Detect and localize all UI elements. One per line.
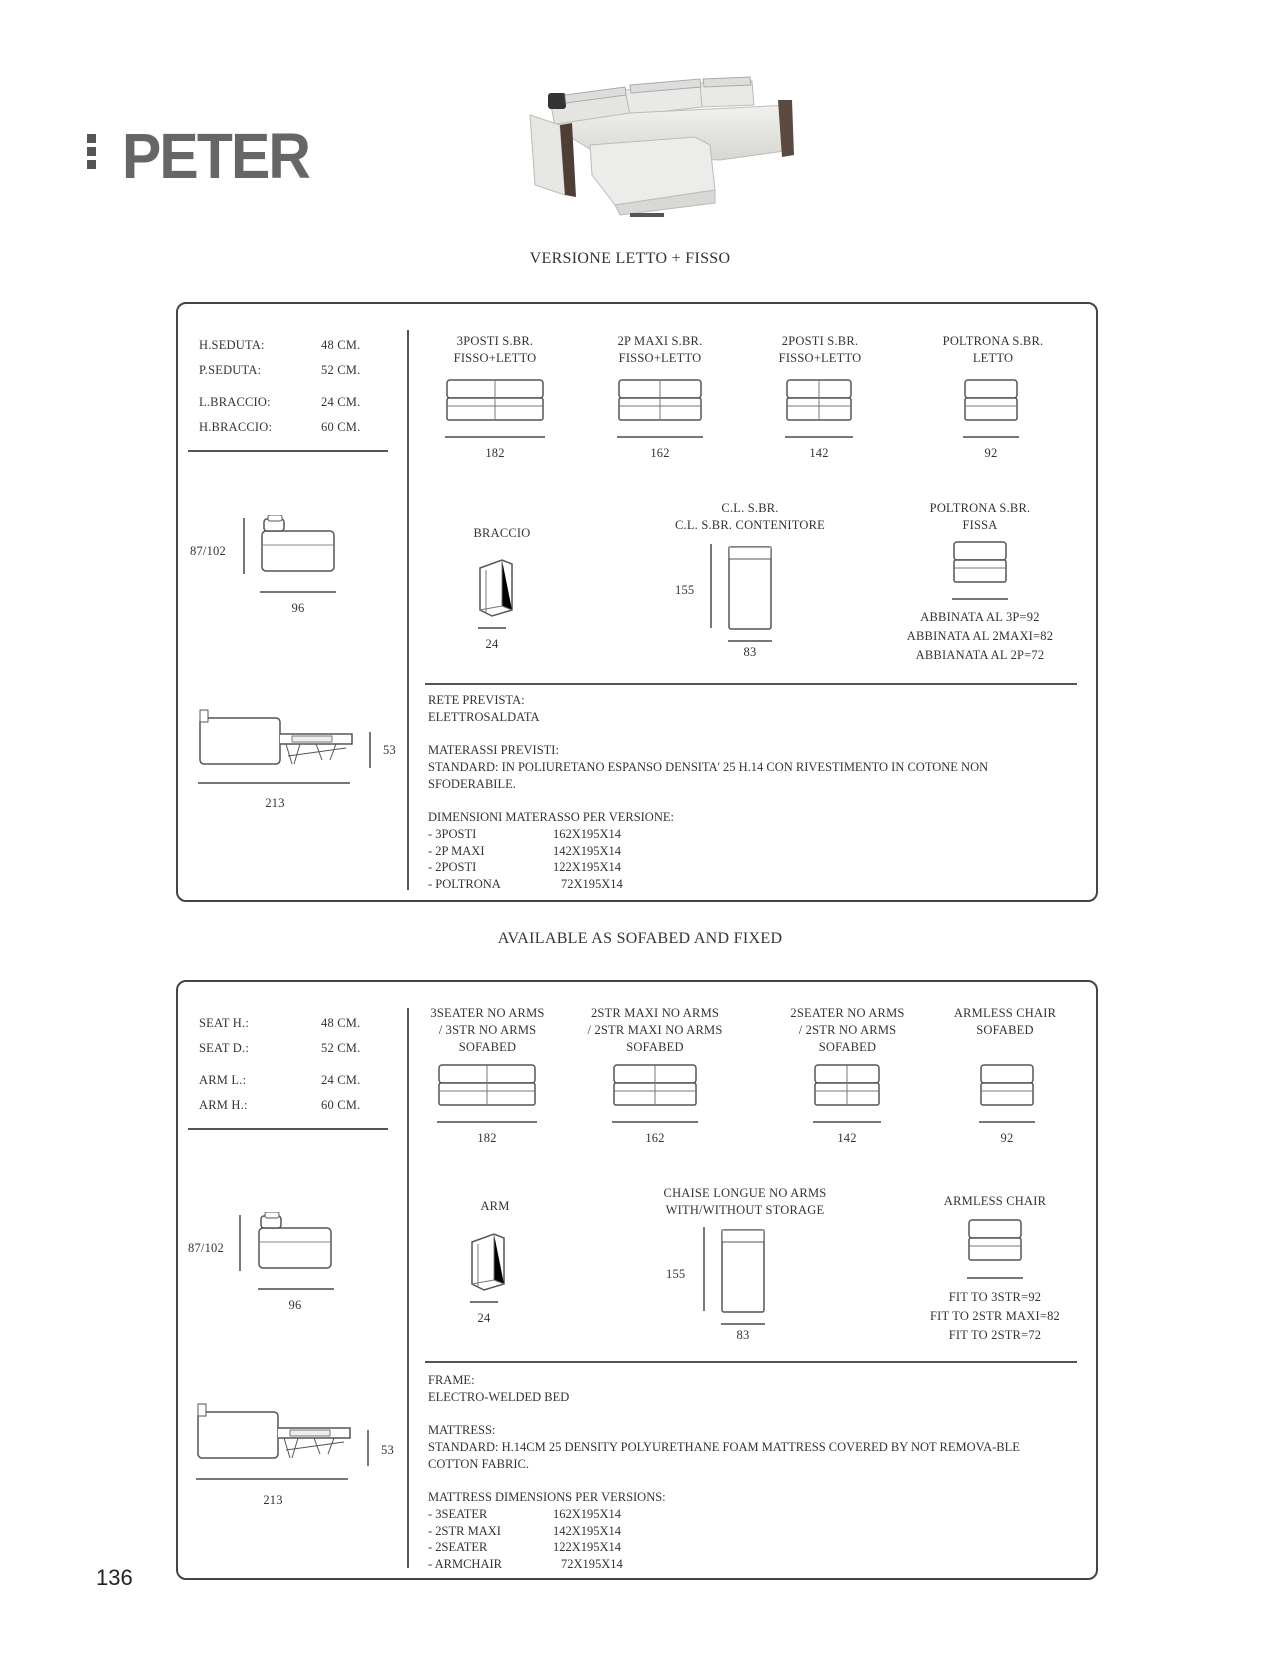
- module-3seat-icon: [445, 378, 545, 424]
- module-label: 2POSTI S.BR. FISSO+LETTO: [778, 334, 862, 365]
- mattress-title: MATTRESS:: [428, 1423, 496, 1437]
- module-label: ARMLESS CHAIR SOFABED: [953, 1006, 1057, 1037]
- dim-line: [445, 436, 545, 438]
- chaise-icon: [720, 1228, 766, 1314]
- side-height-label: 87/102: [190, 544, 226, 558]
- dim-line: [367, 1430, 369, 1466]
- module-width: 142: [837, 1131, 857, 1145]
- arm-icon: [468, 1230, 508, 1292]
- module-label: 3SEATER NO ARMS / 3STR NO ARMS SOFABED: [430, 1006, 545, 1054]
- bed-height-label: 53: [381, 1443, 394, 1457]
- chair-fit: ABBINATA AL 2MAXI=82: [906, 629, 1054, 643]
- frame-title: FRAME:: [428, 1373, 475, 1387]
- divider: [425, 1361, 1077, 1363]
- table-row: - 2POSTI 122X195X14: [428, 860, 622, 874]
- module-label: 2P MAXI S.BR. FISSO+LETTO: [617, 334, 703, 365]
- chair-label: ARMLESS CHAIR: [943, 1194, 1047, 1208]
- notes-1: [428, 692, 1068, 892]
- frame-text: ELETTROSALDATA: [428, 710, 540, 724]
- dim-line: [196, 1478, 348, 1480]
- arm-width: 24: [485, 637, 499, 651]
- dims-title: MATTRESS DIMENSIONS PER VERSIONS:: [428, 1490, 666, 1504]
- dim-line: [239, 1215, 241, 1271]
- table-row: - ARMCHAIR 72X195X14: [428, 1556, 623, 1571]
- spec-value: 52 CM.: [321, 363, 361, 377]
- module-width: 182: [485, 446, 505, 460]
- dim-line: [979, 1121, 1035, 1123]
- divider: [188, 1128, 388, 1130]
- spec-value: 60 CM.: [321, 1098, 361, 1112]
- side-view-icon: [258, 515, 338, 577]
- arm-width: 24: [477, 1311, 491, 1325]
- module-2seat-icon: [785, 378, 853, 424]
- arm-label: ARM: [480, 1199, 510, 1213]
- mattress-dims-table: [428, 1506, 623, 1572]
- sofa-photo-icon: [520, 75, 820, 230]
- spec-value: 48 CM.: [321, 1016, 361, 1030]
- module-2maxi-icon: [617, 378, 703, 424]
- dim-line: [617, 436, 703, 438]
- chair-fixed-icon: [952, 540, 1008, 586]
- dim-line: [703, 1227, 705, 1311]
- chair-fit: FIT TO 2STR MAXI=82: [930, 1309, 1060, 1323]
- mattress-text: STANDARD: IN POLIURETANO ESPANSO DENSITA' 25 H.14 CON RIVESTIMENTO IN COTONE NON SFODERABILE.: [428, 760, 989, 791]
- module-chair-icon: [963, 378, 1019, 424]
- module-width: 92: [1000, 1131, 1014, 1145]
- dim-line: [369, 732, 371, 768]
- spec-label: SEAT D.:: [199, 1041, 249, 1055]
- bed-length-label: 213: [263, 1493, 283, 1507]
- divider: [425, 683, 1077, 685]
- dim-line: [710, 544, 712, 628]
- dim-line: [612, 1121, 698, 1123]
- spec-label: H.BRACCIO:: [199, 420, 273, 434]
- side-height-label: 87/102: [188, 1241, 224, 1255]
- dim-line: [470, 1301, 498, 1303]
- module-label: 2STR MAXI NO ARMS / 2STR MAXI NO ARMS SOFABED: [587, 1006, 723, 1054]
- mattress-dims-table: [428, 826, 623, 892]
- side-depth-label: 96: [288, 1298, 302, 1312]
- table-row: - 2STR MAXI 142X195X14: [428, 1523, 622, 1538]
- bed-view-icon: [196, 708, 356, 770]
- spec-value: 48 CM.: [321, 338, 361, 352]
- module-width: 182: [477, 1131, 497, 1145]
- dim-line: [260, 591, 336, 593]
- mattress-title: MATERASSI PREVISTI:: [428, 743, 559, 757]
- table-row: - 2SEATER 122X195X14: [428, 1540, 622, 1554]
- module-3seat-icon: [437, 1063, 537, 1109]
- dim-line: [952, 598, 1008, 600]
- spec-label: ARM H.:: [199, 1098, 248, 1112]
- bed-length-label: 213: [265, 796, 285, 810]
- frame-text: ELECTRO-WELDED BED: [428, 1390, 570, 1404]
- spec-label: H.SEDUTA:: [199, 338, 265, 352]
- mattress-text: STANDARD: H.14CM 25 DENSITY POLYURETHANE FOAM MATTRESS COVERED BY NOT REMOVA-BLE COTTON FABRIC.: [428, 1440, 1020, 1471]
- dim-line: [198, 782, 350, 784]
- title-marker: [87, 134, 96, 180]
- side-depth-label: 96: [291, 601, 305, 615]
- spec-label: L.BRACCIO:: [199, 395, 271, 409]
- module-label: 2SEATER NO ARMS / 2STR NO ARMS SOFABED: [790, 1006, 905, 1054]
- dim-line: [813, 1121, 881, 1123]
- chaise-label: CHAISE LONGUE NO ARMS WITH/WITHOUT STORAGE: [663, 1186, 827, 1217]
- chair-fit: ABBIANATA AL 2P=72: [915, 648, 1045, 662]
- spec-label: P.SEDUTA:: [199, 363, 262, 377]
- module-width: 142: [809, 446, 829, 460]
- module-label: 3POSTI S.BR. FISSO+LETTO: [453, 334, 537, 365]
- section-heading-2: AVAILABLE AS SOFABED AND FIXED: [497, 930, 783, 947]
- chair-fit: FIT TO 2STR=72: [948, 1328, 1042, 1342]
- section-heading-1: VERSIONE LETTO + FISSO: [529, 250, 731, 267]
- frame-title: RETE PREVISTA:: [428, 693, 525, 707]
- chaise-height: 155: [675, 583, 695, 597]
- dim-line: [785, 436, 853, 438]
- spec-value: 24 CM.: [321, 1073, 361, 1087]
- chaise-width: 83: [743, 645, 757, 659]
- spec-label: ARM L.:: [199, 1073, 247, 1087]
- module-width: 162: [645, 1131, 665, 1145]
- module-2seat-icon: [813, 1063, 881, 1109]
- side-view-icon: [255, 1212, 335, 1274]
- dim-line: [728, 640, 772, 642]
- bed-view-icon: [194, 1402, 354, 1464]
- dim-line: [721, 1323, 765, 1325]
- module-label: POLTRONA S.BR. LETTO: [942, 334, 1044, 365]
- chair-fit: ABBINATA AL 3P=92: [920, 610, 1040, 624]
- module-2maxi-icon: [612, 1063, 698, 1109]
- chaise-icon: [727, 545, 773, 631]
- divider: [407, 1008, 409, 1568]
- spec-value: 60 CM.: [321, 420, 361, 434]
- chair-fit: FIT TO 3STR=92: [948, 1290, 1042, 1304]
- page-title: PETER: [122, 120, 310, 192]
- table-row: - 2P MAXI 142X195X14: [428, 843, 622, 858]
- table-row: - POLTRONA 72X195X14: [428, 876, 623, 891]
- chaise-label: C.L. S.BR. C.L. S.BR. CONTENITORE: [674, 501, 825, 532]
- module-width: 162: [650, 446, 670, 460]
- spec-value: 24 CM.: [321, 395, 361, 409]
- arm-icon: [476, 556, 516, 618]
- module-width: 92: [984, 446, 998, 460]
- dim-line: [963, 436, 1019, 438]
- spec-label: SEAT H.:: [199, 1016, 249, 1030]
- dim-line: [437, 1121, 537, 1123]
- module-chair-icon: [979, 1063, 1035, 1109]
- bed-height-label: 53: [383, 743, 396, 757]
- dim-line: [258, 1288, 334, 1290]
- divider: [188, 450, 388, 452]
- table-row: - 3SEATER 162X195X14: [428, 1507, 622, 1521]
- dims-title: DIMENSIONI MATERASSO PER VERSIONE:: [428, 810, 674, 824]
- table-row: - 3POSTI 162X195X14: [428, 827, 622, 841]
- chair-label: POLTRONA S.BR. FISSA: [929, 501, 1031, 532]
- arm-label: BRACCIO: [473, 526, 531, 540]
- notes-2: [428, 1372, 1068, 1572]
- spec-value: 52 CM.: [321, 1041, 361, 1055]
- divider: [407, 330, 409, 890]
- dim-line: [478, 627, 506, 629]
- page-number: 136: [96, 1565, 133, 1590]
- chair-fixed-icon: [967, 1218, 1023, 1264]
- dim-line: [967, 1277, 1023, 1279]
- chaise-height: 155: [666, 1267, 686, 1281]
- chaise-width: 83: [736, 1328, 750, 1342]
- dim-line: [243, 518, 245, 574]
